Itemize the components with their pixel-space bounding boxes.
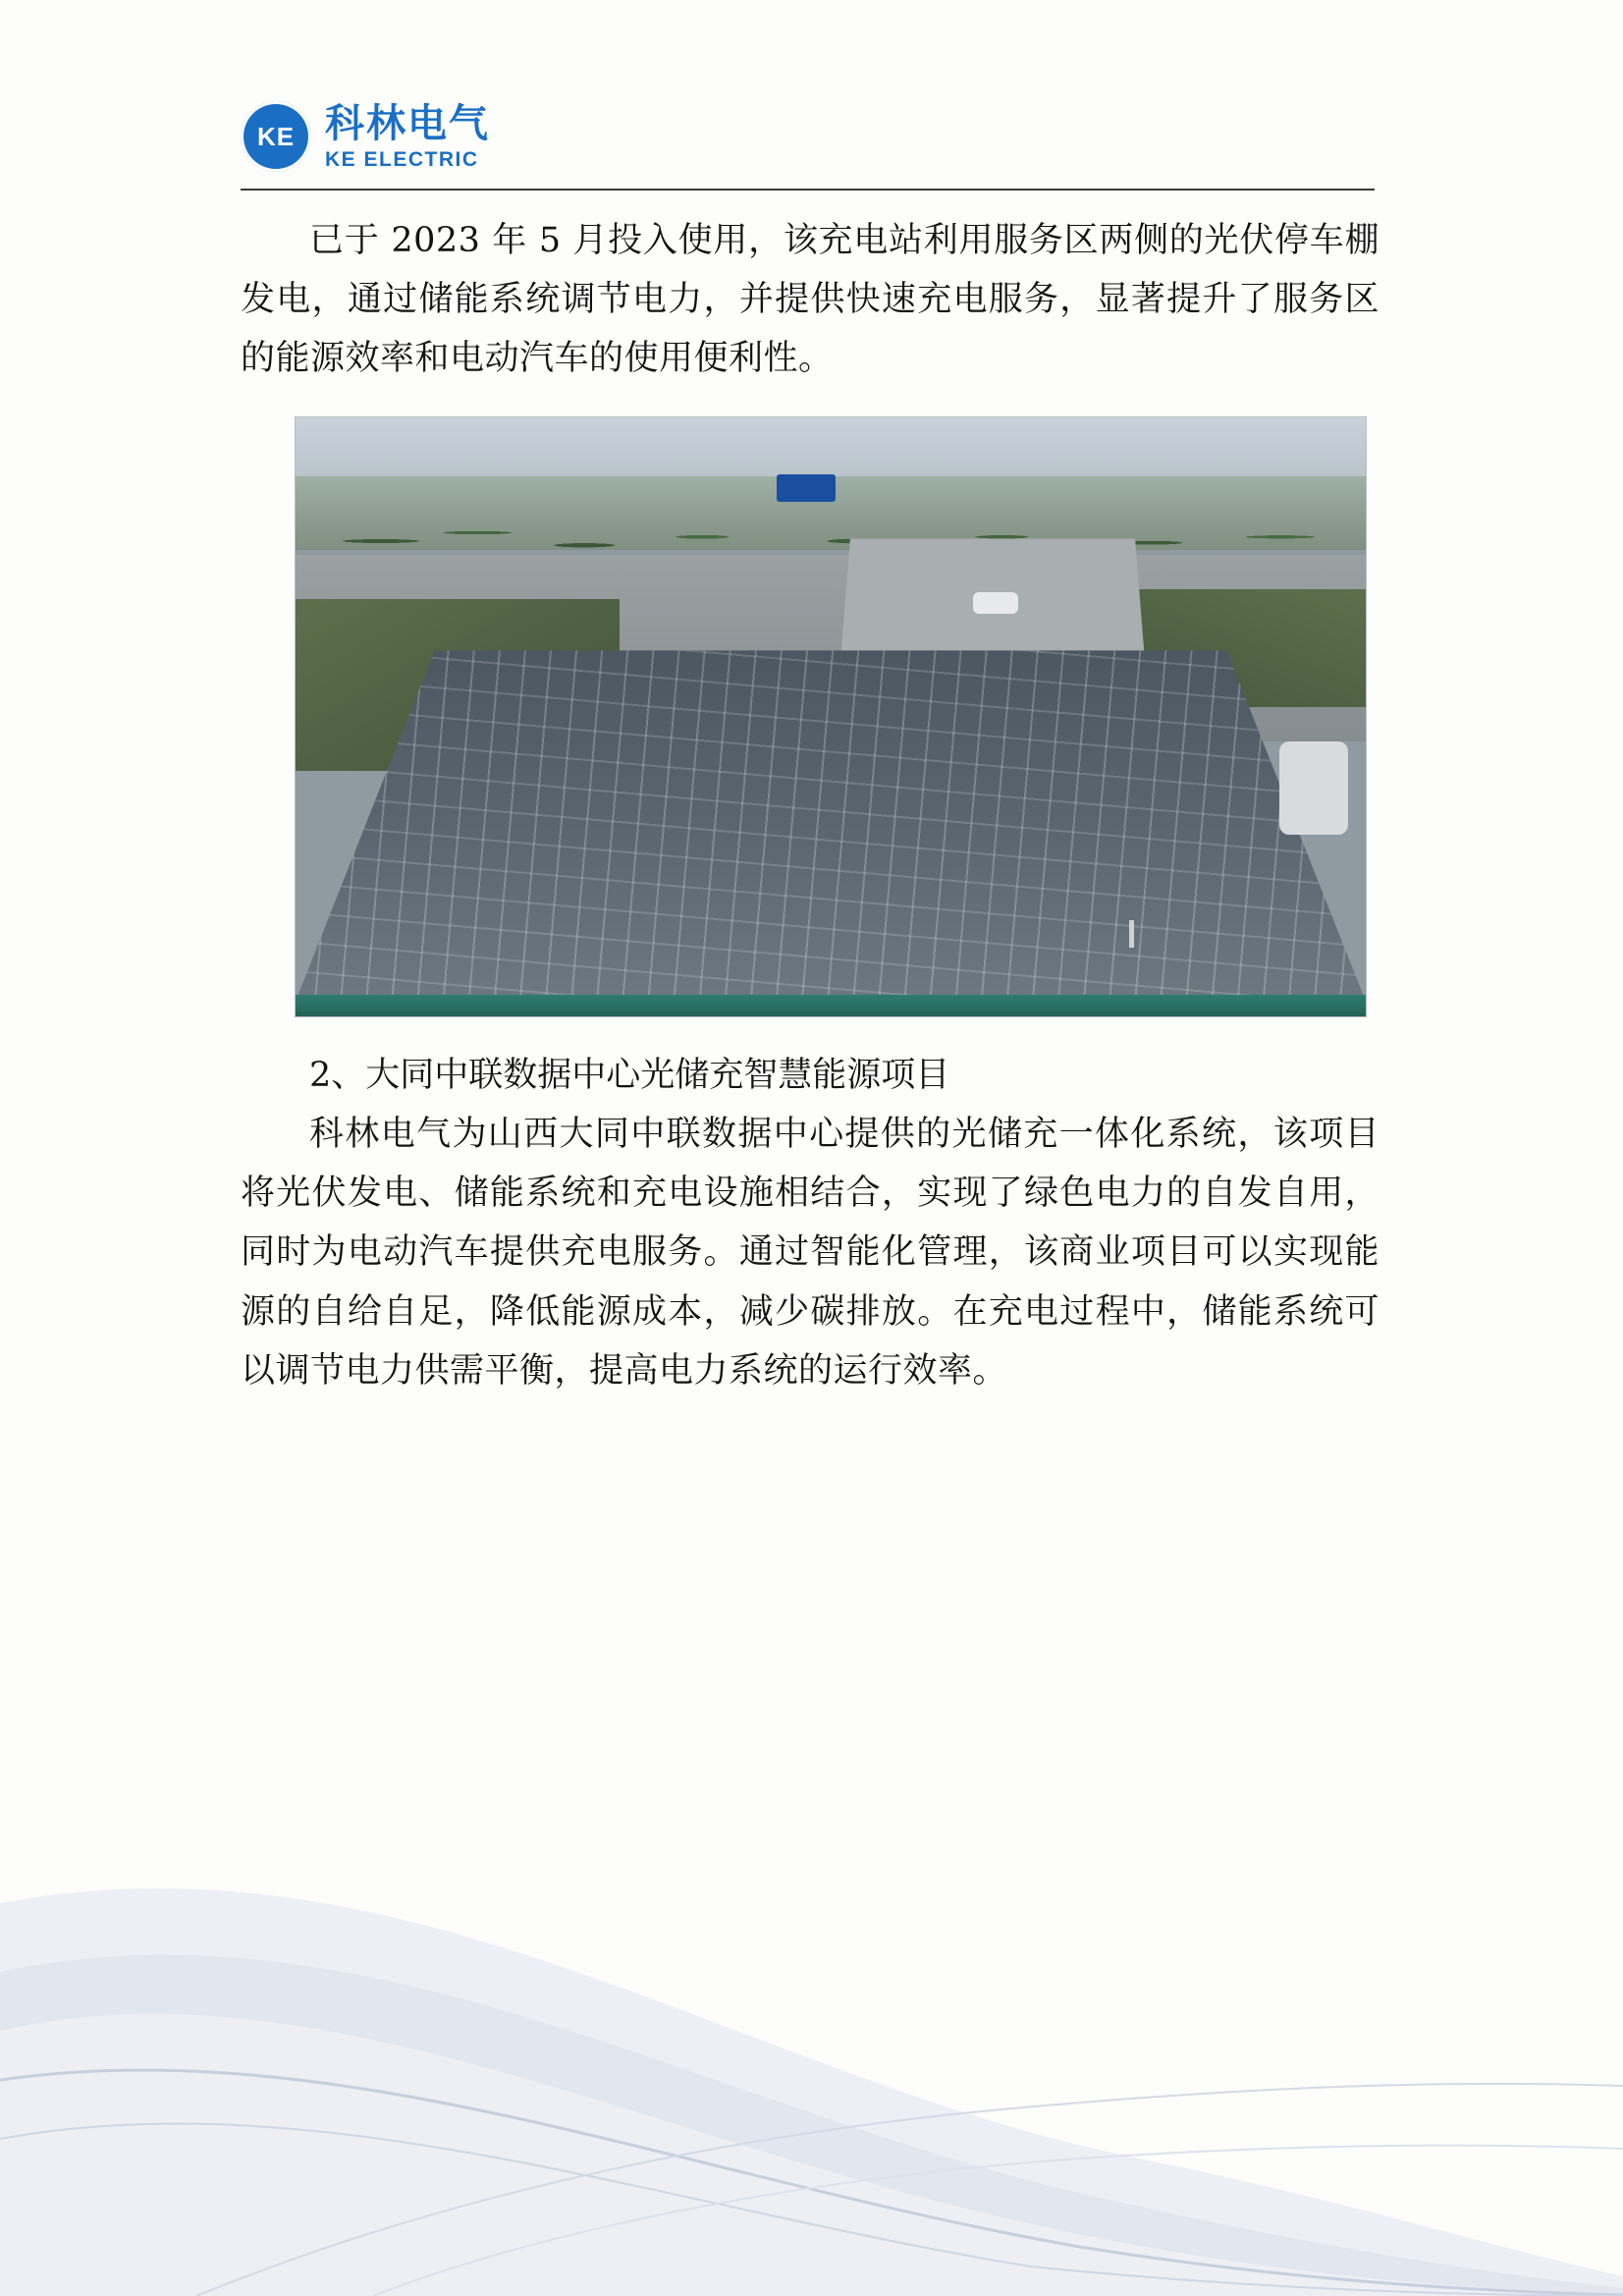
section-heading-2: 2、大同中联数据中心光储充智慧能源项目 <box>309 1055 950 1095</box>
wave-line-4 <box>373 2146 1623 2296</box>
logo-wordmark <box>325 100 490 171</box>
document-body <box>241 211 1380 1400</box>
paragraph-project-description: 科林电气为山西大同中联数据中心提供的光储充一体化系统，该项目将光伏发电、储能系统和充电设施相结合，实现了绿色电力的自发自用，同时为电动汽车提供充电服务。通过智能化管理，该商业项目可以实现能源的自给自足，降低能源成本，减少碳排放。在充电过程中，储能系统可以调节电力供需平衡，提高电力系统的运行效率。 <box>241 1115 1380 1391</box>
wave-shape-1 <box>0 1888 1623 2296</box>
photo-canopy-edge <box>296 995 1366 1016</box>
photo-highway-sign <box>777 474 836 502</box>
wave-line-1 <box>0 2070 1623 2295</box>
company-logo <box>241 98 1375 175</box>
footer-decorative-waves <box>0 1785 1623 2296</box>
wave-shape-2 <box>0 1955 1623 2296</box>
paragraph-intro: 已于 2023 年 5 月投入使用，该充电站利用服务区两侧的光伏停车棚发电，通过储能系统调节电力，并提供快速充电服务，显著提升了服务区的能源效率和电动汽车的使用便利性。 <box>241 221 1380 379</box>
photo-car-distant <box>973 592 1018 614</box>
photo-solar-panels <box>296 629 1366 1002</box>
wave-shape-3 <box>0 2014 1623 2296</box>
photo-car-parked <box>1279 741 1348 835</box>
header-divider <box>241 189 1375 191</box>
wave-line-3 <box>196 2084 1623 2296</box>
page-margin-mark <box>1129 920 1134 948</box>
document-header <box>241 98 1375 191</box>
wave-line-2 <box>0 2124 1623 2296</box>
ke-logo-icon <box>241 101 311 172</box>
logo-chinese-name: 科林电气 <box>325 100 490 146</box>
logo-english-name: KE ELECTRIC <box>325 147 479 171</box>
logo-mark-text: KE <box>256 122 296 151</box>
project-photo <box>295 416 1367 1017</box>
